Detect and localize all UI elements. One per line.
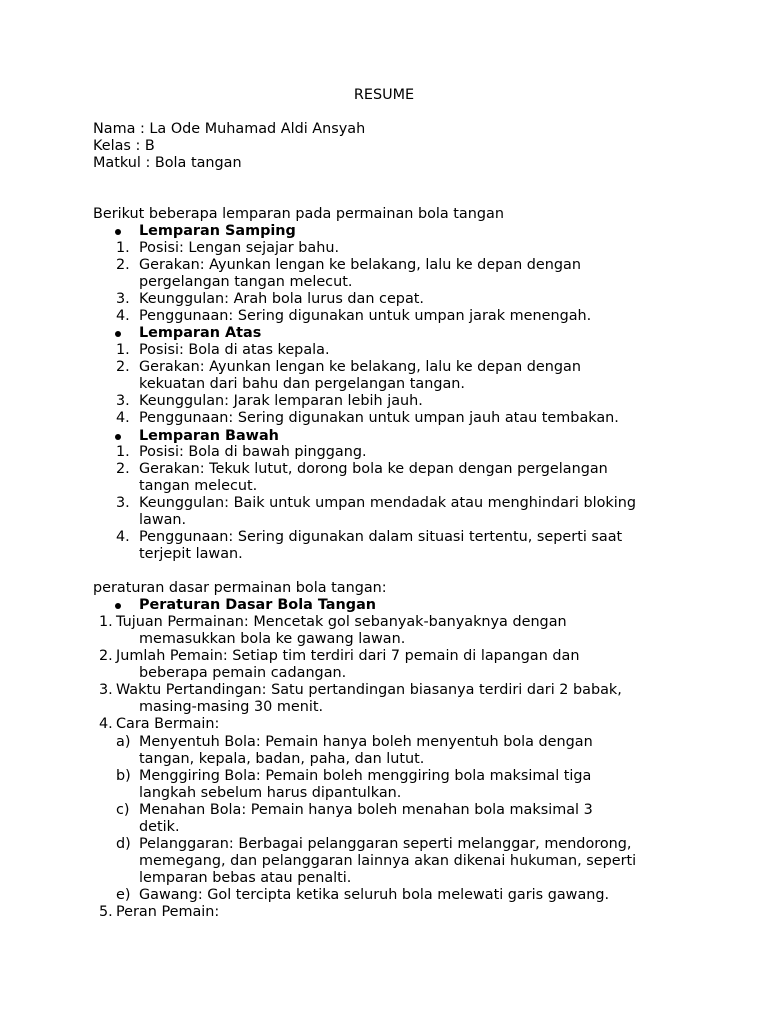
- list-number: 4.: [99, 716, 113, 732]
- sublist-item-text: Gawang: Gol tercipta ketika seluruh bola melewati garis gawang.: [139, 887, 610, 903]
- list-item-text: Peran Pemain:: [116, 904, 220, 920]
- list-number: 5.: [99, 904, 113, 920]
- sublist-item-text: lemparan bebas atau penalti.: [139, 870, 352, 886]
- group-heading-lemparan-bawah: Lemparan Bawah: [139, 428, 279, 444]
- list-number: 4.: [116, 529, 130, 545]
- sublist-letter: a): [116, 734, 131, 750]
- list-number: 2.: [99, 648, 113, 664]
- section1-intro: Berikut beberapa lemparan pada permainan bola tangan: [93, 206, 504, 222]
- sublist-item-text: Menyentuh Bola: Pemain hanya boleh menyentuh bola dengan: [139, 734, 593, 750]
- group-heading-lemparan-atas: Lemparan Atas: [139, 325, 262, 341]
- sublist-item-text: Menahan Bola: Pemain hanya boleh menahan bola maksimal 3: [139, 802, 593, 818]
- list-item-text: Keunggulan: Arah bola lurus dan cepat.: [139, 291, 424, 307]
- list-item-text: kekuatan dari bahu dan pergelangan tangan.: [139, 376, 465, 392]
- list-item-text: Tujuan Permainan: Mencetak gol sebanyak-banyaknya dengan: [116, 614, 567, 630]
- list-item-text: Gerakan: Tekuk lutut, dorong bola ke depan dengan pergelangan: [139, 461, 608, 477]
- sublist-item-text: detik.: [139, 819, 180, 835]
- document-title: RESUME: [353, 87, 415, 103]
- list-item-text: Posisi: Lengan sejajar bahu.: [139, 240, 340, 256]
- list-number: 3.: [116, 393, 130, 409]
- sublist-item-text: tangan, kepala, badan, paha, dan lutut.: [139, 751, 425, 767]
- list-number: 4.: [116, 308, 130, 324]
- list-item-text: Posisi: Bola di atas kepala.: [139, 342, 330, 358]
- bullet-icon: [115, 434, 121, 440]
- sublist-letter: d): [116, 836, 131, 852]
- sublist-letter: b): [116, 768, 131, 784]
- bullet-icon: [115, 331, 121, 337]
- info-kelas: Kelas : B: [93, 138, 155, 154]
- list-item-text: Waktu Pertandingan: Satu pertandingan biasanya terdiri dari 2 babak,: [116, 682, 622, 698]
- sublist-item-text: langkah sebelum harus dipantulkan.: [139, 785, 402, 801]
- list-item-text: Gerakan: Ayunkan lengan ke belakang, lalu ke depan dengan: [139, 359, 581, 375]
- list-number: 1.: [116, 240, 130, 256]
- info-matkul: Matkul : Bola tangan: [93, 155, 242, 171]
- list-number: 3.: [116, 495, 130, 511]
- list-item-text: masing-masing 30 menit.: [139, 699, 324, 715]
- list-item-text: lawan.: [139, 512, 187, 528]
- group-heading-lemparan-samping: Lemparan Samping: [139, 223, 296, 239]
- list-item-text: memasukkan bola ke gawang lawan.: [139, 631, 406, 647]
- list-number: 1.: [116, 444, 130, 460]
- list-item-text: Keunggulan: Jarak lemparan lebih jauh.: [139, 393, 423, 409]
- list-number: 1.: [99, 614, 113, 630]
- section2-heading: Peraturan Dasar Bola Tangan: [139, 597, 377, 613]
- bullet-icon: [115, 603, 121, 609]
- list-item-text: Posisi: Bola di bawah pinggang.: [139, 444, 367, 460]
- list-item-text: pergelangan tangan melecut.: [139, 274, 353, 290]
- list-item-text: tangan melecut.: [139, 478, 258, 494]
- list-number: 2.: [116, 257, 130, 273]
- list-item-text: Keunggulan: Baik untuk umpan mendadak atau menghindari bloking: [139, 495, 636, 511]
- list-item-text: Penggunaan: Sering digunakan untuk umpan jauh atau tembakan.: [139, 410, 619, 426]
- list-number: 1.: [116, 342, 130, 358]
- bullet-icon: [115, 229, 121, 235]
- list-number: 3.: [99, 682, 113, 698]
- sublist-item-text: memegang, dan pelanggaran lainnya akan dikenai hukuman, seperti: [139, 853, 637, 869]
- list-item-text: Jumlah Pemain: Setiap tim terdiri dari 7 pemain di lapangan dan: [116, 648, 580, 664]
- sublist-item-text: Menggiring Bola: Pemain boleh menggiring bola maksimal tiga: [139, 768, 592, 784]
- list-item-text: Penggunaan: Sering digunakan untuk umpan jarak menengah.: [139, 308, 592, 324]
- list-number: 2.: [116, 461, 130, 477]
- list-number: 3.: [116, 291, 130, 307]
- list-number: 4.: [116, 410, 130, 426]
- list-number: 2.: [116, 359, 130, 375]
- section2-intro: peraturan dasar permainan bola tangan:: [93, 580, 387, 596]
- list-item-text: terjepit lawan.: [139, 546, 243, 562]
- list-item-text: Penggunaan: Sering digunakan dalam situasi tertentu, seperti saat: [139, 529, 623, 545]
- list-item-text: Gerakan: Ayunkan lengan ke belakang, lalu ke depan dengan: [139, 257, 581, 273]
- list-item-text: beberapa pemain cadangan.: [139, 665, 347, 681]
- info-nama: Nama : La Ode Muhamad Aldi Ansyah: [93, 121, 366, 137]
- list-item-text: Cara Bermain:: [116, 716, 220, 732]
- sublist-letter: e): [116, 887, 131, 903]
- sublist-item-text: Pelanggaran: Berbagai pelanggaran seperti melanggar, mendorong,: [139, 836, 632, 852]
- sublist-letter: c): [116, 802, 130, 818]
